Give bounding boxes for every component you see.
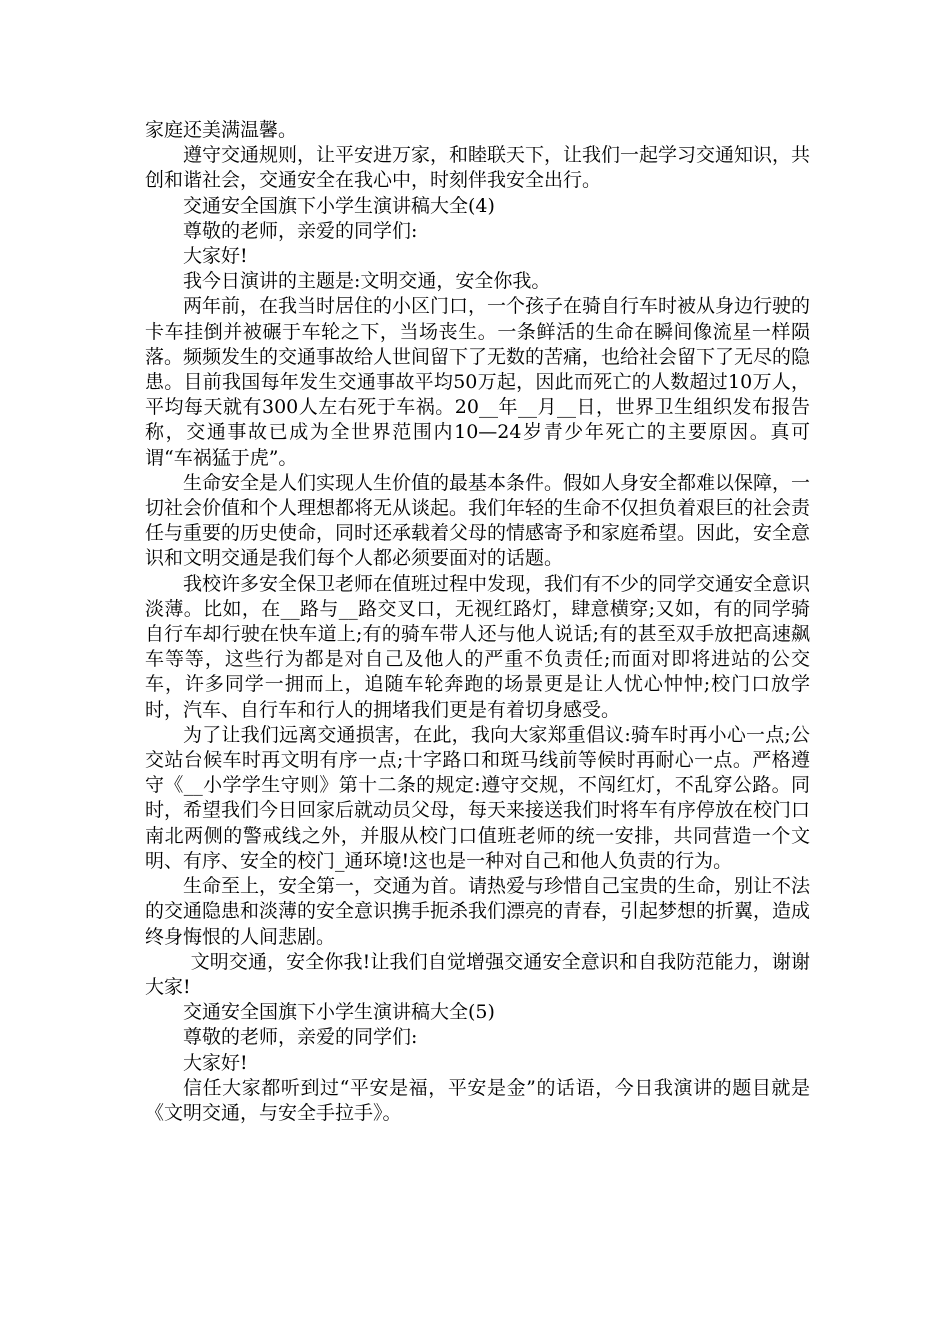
paragraph: 两年前，在我当时居住的小区门口，一个孩子在骑自行车时被从身边行驶的卡车挂倒并被碾于车轮之下，当场丧生。一条鲜活的生命在瞬间像流星一样陨落。频频发生的交通事故给人世间留下了无数的苦痛，也给社会留下了无尽的隐患。目前我国每年发生交通事故平均50万起，因此而死亡的人数超过10万人，平均每天就有300人左右死于车祸。20__年__月__日，世界卫生组织发布报告称，交通事故已成为全世界范围内10—24岁青少年死亡的主要原因。真可谓“车祸猛于虎”。: [145, 295, 811, 469]
paragraph: 生命至上，安全第一，交通为首。请热爱与珍惜自己宝贵的生命，别让不法的交通隐患和淡薄的安全意识携手扼杀我们漂亮的青春，引起梦想的折翼，造成终身悔恨的人间悲剧。: [145, 875, 811, 948]
paragraph: 家庭还美满温馨。: [145, 119, 298, 141]
salutation: 尊敬的老师，亲爱的同学们:: [183, 1026, 418, 1049]
paragraph: 生命安全是人们实现人生价值的最基本条件。假如人身安全都难以保障，一切社会价值和个人理想都将无从谈起。我们年轻的生命不仅担负着艰巨的社会责任与重要的历史使命，同时还承载着父母的情感寄予和家庭希望。因此，安全意识和文明交通是我们每个人都必须要面对的话题。: [145, 471, 811, 570]
paragraph: 信任大家都听到过“平安是福，平安是金”的话语，今日我演讲的题目就是《文明交通，与安全手拉手》。: [145, 1076, 810, 1124]
paragraph: 遵守交通规则，让平安进万家，和睦联天下，让我们一起学习交通知识，共创和谐社会，交通安全在我心中，时刻伴我安全出行。: [145, 144, 811, 192]
greeting: 大家好!: [183, 1051, 248, 1074]
document-page: [145, 118, 810, 1126]
greeting: 大家好!: [183, 245, 248, 268]
paragraph: 我校许多安全保卫老师在值班过程中发现，我们有不少的同学交通安全意识淡薄。比如，在__路与__路交叉口，无视红路灯，肆意横穿;又如，有的同学骑自行车却行驶在快车道上;有的骑车带人还与他人说话;有的甚至双手放把高速飙车等等，这些行为都是对自己及他人的严重不负责任;而面对即将进站的公交车，许多同学一拥而上，追随车轮奔跑的场景更是让人忧心忡忡;校门口放学时，汽车、自行车和行人的拥堵我们更是有着切身感受。: [145, 572, 811, 721]
section-heading: 交通安全国旗下小学生演讲稿大全(5): [183, 1001, 495, 1024]
salutation: 尊敬的老师，亲爱的同学们:: [183, 219, 418, 242]
paragraph: 文明交通，安全你我!让我们自觉增强交通安全意识和自我防范能力，谢谢大家!: [145, 950, 810, 998]
section-heading: 交通安全国旗下小学生演讲稿大全(4): [183, 194, 495, 217]
paragraph: 为了让我们远离交通损害，在此，我向大家郑重倡议:骑车时再小心一点;公交站台候车时再文明有序一点;十字路口和斑马线前等候时再耐心一点。严格遵守《__小学学生守则》第十二条的规定:遵守交规，不闯红灯，不乱穿公路。同时，希望我们今日回家后就动员父母，每天来接送我们时将车有序停放在校门口南北两侧的警戒线之外，并服从校门口值班老师的统一安排，共同营造一个文明、有序、安全的校门_通环境!这也是一种对自己和他人负责的行为。: [145, 723, 811, 872]
paragraph: 我今日演讲的主题是:文明交通，安全你我。: [183, 270, 551, 293]
